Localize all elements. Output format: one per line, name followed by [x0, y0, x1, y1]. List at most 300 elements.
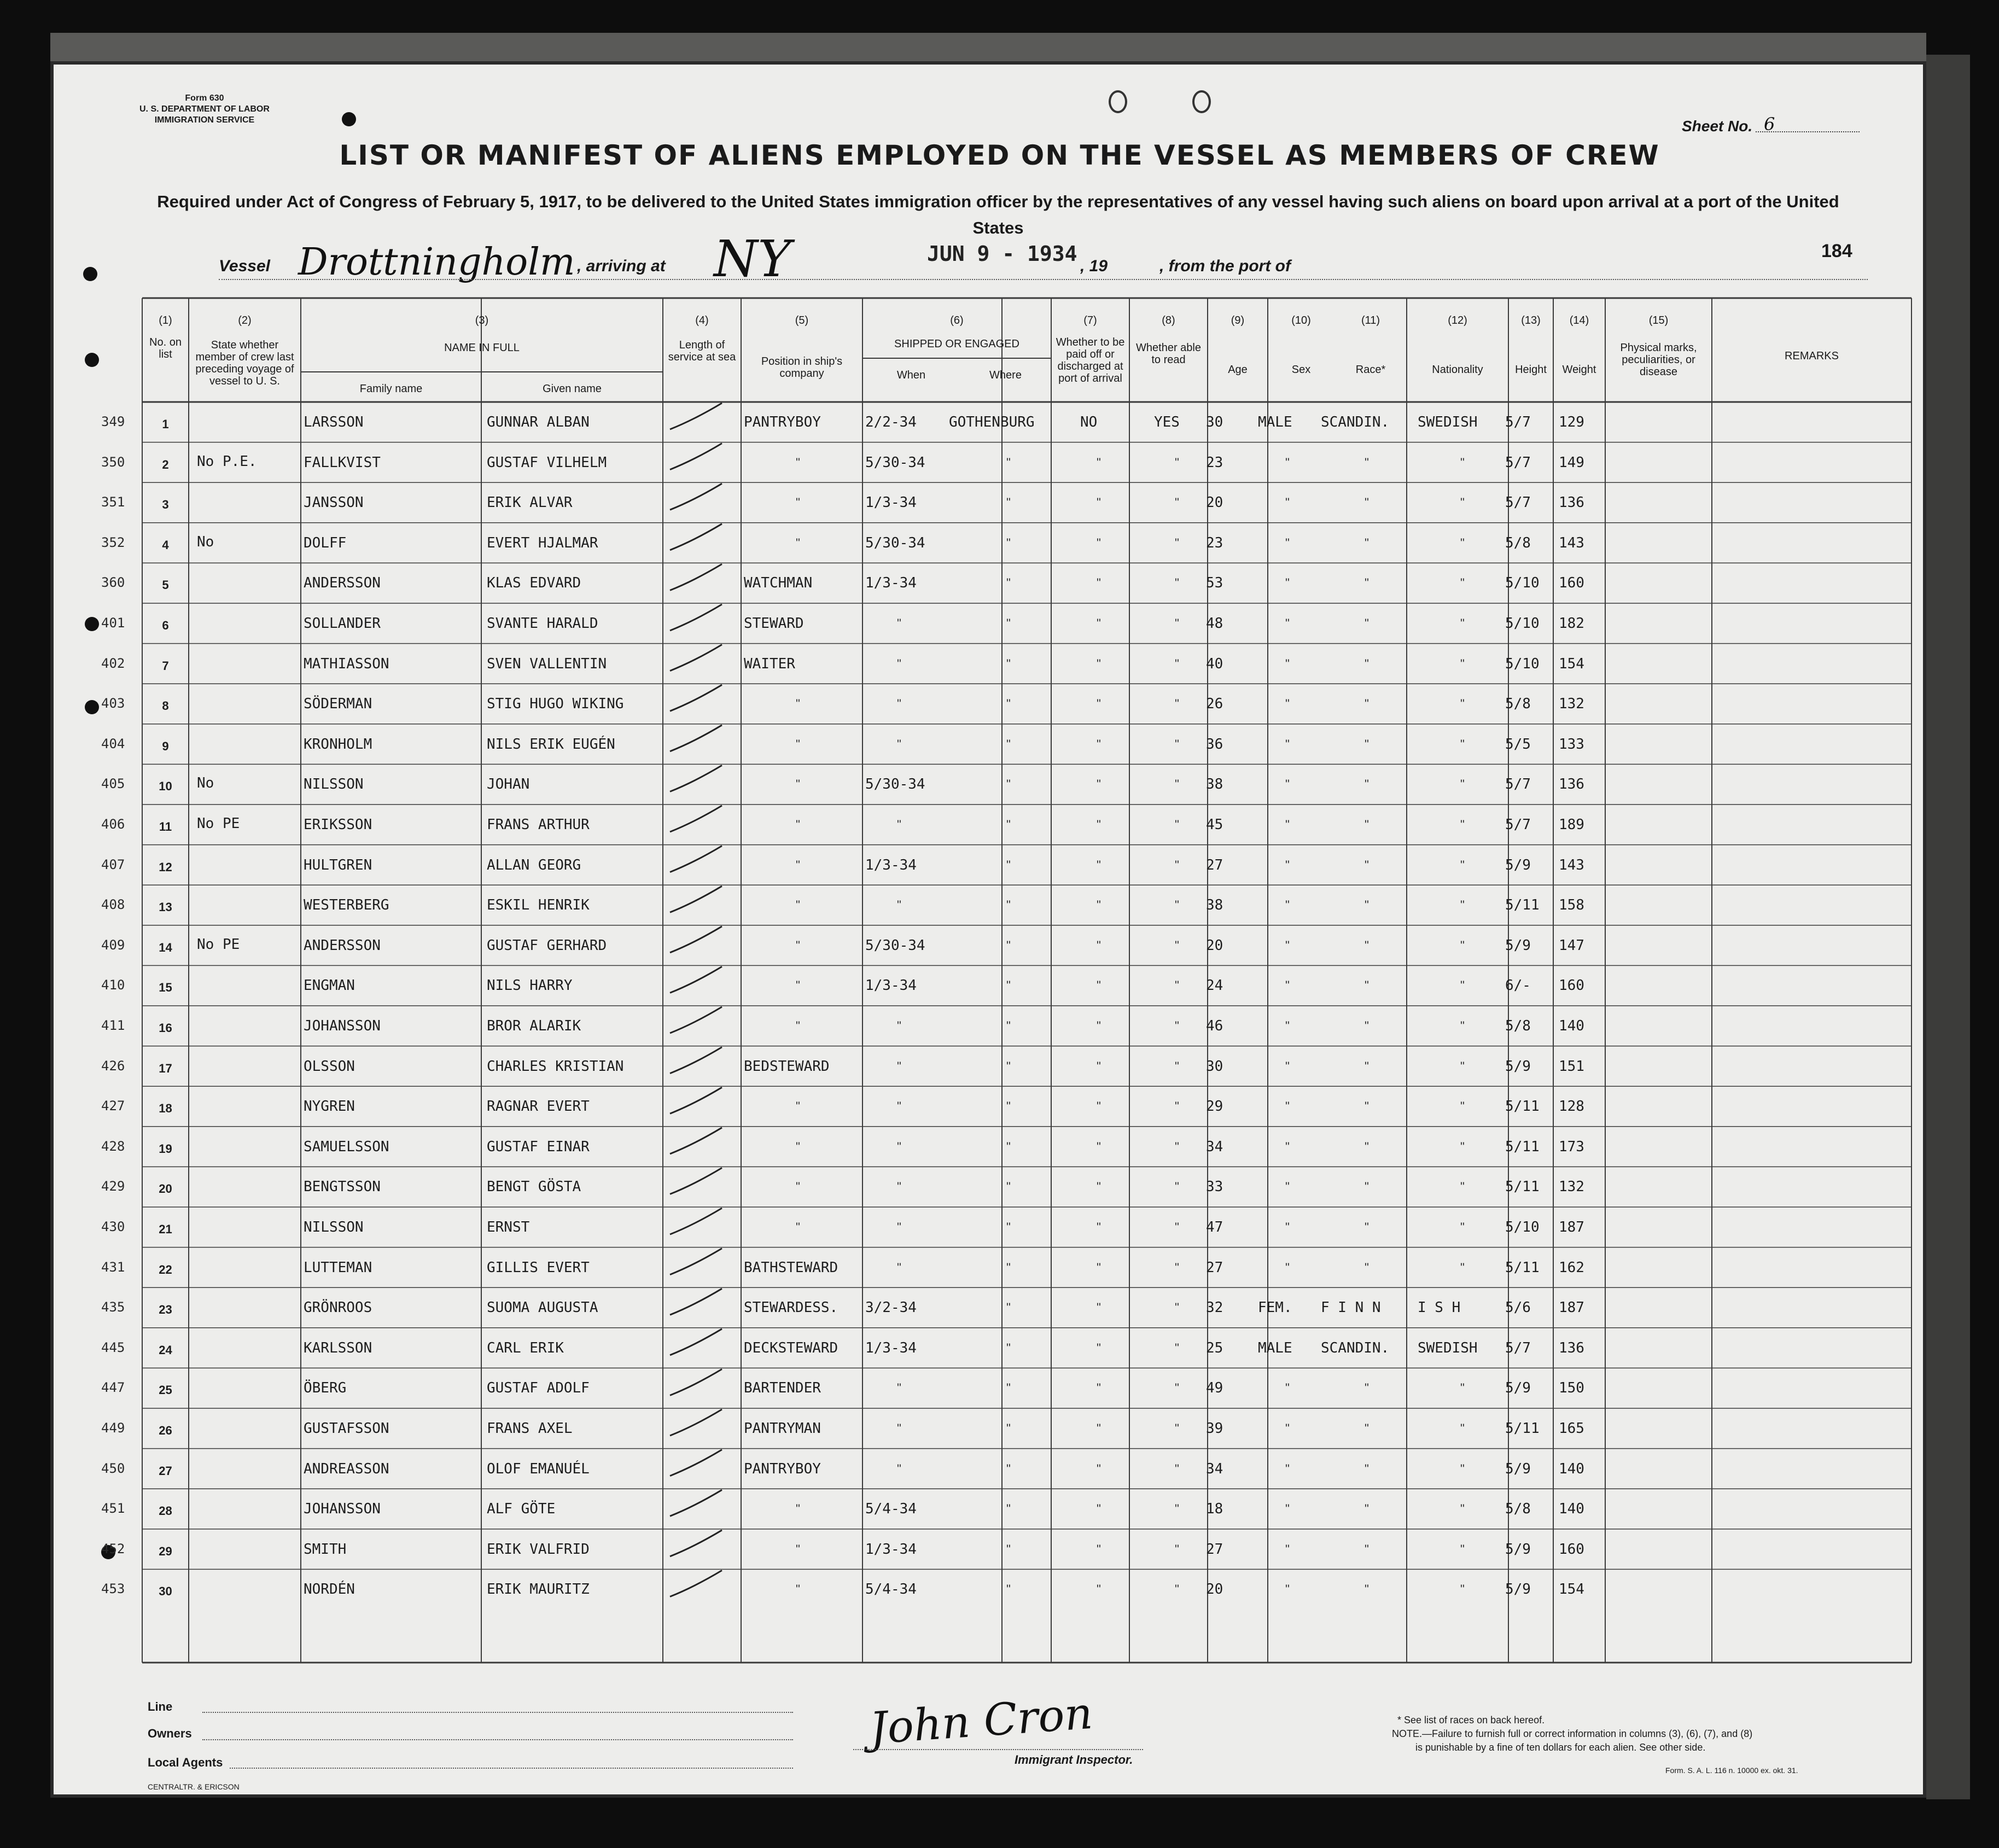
margin-number: 430 — [101, 1219, 125, 1234]
margin-number: 349 — [101, 414, 125, 429]
age: 46 — [1206, 1018, 1223, 1034]
service-check-stroke — [670, 1168, 722, 1194]
weight: 132 — [1559, 696, 1584, 713]
nationality: SWEDISH — [1418, 1339, 1478, 1356]
row-number: 1 — [162, 417, 169, 431]
when-header: When — [896, 369, 926, 381]
height: 5/8 — [1505, 1018, 1531, 1034]
sex: " — [1285, 737, 1290, 751]
shipped-where: " — [1006, 938, 1011, 952]
paid-off: " — [1097, 978, 1101, 993]
race: " — [1365, 1180, 1369, 1194]
service-check-stroke — [670, 1530, 722, 1556]
position: BATHSTEWARD — [744, 1259, 838, 1276]
sex: " — [1285, 455, 1290, 469]
age: 20 — [1206, 937, 1223, 954]
paid-off: " — [1097, 777, 1101, 791]
height-header: Height — [1515, 364, 1547, 376]
row-number: 12 — [159, 860, 172, 874]
age: 26 — [1206, 696, 1223, 713]
family-name: FALLKVIST — [304, 454, 381, 471]
given-name: ERIK MAURITZ — [487, 1581, 590, 1598]
sex: FEM. — [1258, 1299, 1292, 1316]
paid-off: " — [1097, 1340, 1101, 1355]
given-name: NILS HARRY — [487, 977, 573, 994]
shipped-when: " — [897, 1220, 901, 1234]
service-check-stroke — [670, 725, 722, 751]
age: 39 — [1206, 1420, 1223, 1437]
able-to-read: " — [1175, 495, 1179, 510]
family-name: SÖDERMAN — [304, 696, 372, 713]
weight: 189 — [1559, 817, 1584, 833]
family-name: NORDÉN — [304, 1581, 355, 1598]
given-name: EVERT HJALMAR — [487, 534, 598, 551]
column-number: (6) — [950, 314, 964, 327]
shipped-where: " — [1006, 535, 1011, 550]
sex: " — [1285, 1220, 1290, 1234]
age: 20 — [1206, 494, 1223, 511]
able-to-read: " — [1175, 1139, 1179, 1153]
family-name: ANDREASSON — [304, 1460, 389, 1477]
shipped-where: " — [1006, 1301, 1011, 1315]
position: PANTRYMAN — [744, 1420, 821, 1437]
margin-number: 403 — [101, 696, 125, 712]
weight: 187 — [1559, 1299, 1584, 1316]
position: " — [796, 1139, 800, 1153]
shipped-where: " — [1006, 1180, 1011, 1194]
row-number: 4 — [162, 538, 169, 552]
nationality: " — [1460, 455, 1465, 469]
height: 5/10 — [1505, 1219, 1540, 1235]
age: 32 — [1206, 1299, 1223, 1316]
weight: 149 — [1559, 454, 1584, 471]
margin-number: 407 — [101, 856, 125, 872]
position: " — [796, 737, 800, 751]
given-name: BENGT GÖSTA — [487, 1179, 581, 1196]
age: 20 — [1206, 1581, 1223, 1598]
race: SCANDIN. — [1321, 414, 1390, 430]
shipped-when: " — [897, 1059, 901, 1073]
weight: 140 — [1559, 1501, 1584, 1518]
age: 38 — [1206, 897, 1223, 914]
sheet-number-value: 6 — [1764, 114, 1775, 135]
service-check-stroke — [670, 1128, 722, 1154]
race: " — [1365, 495, 1369, 510]
margin-number: 452 — [101, 1541, 125, 1556]
race: " — [1365, 1381, 1369, 1395]
margin-number: 405 — [101, 776, 125, 792]
able-to-read: " — [1175, 1542, 1179, 1556]
height: 5/7 — [1505, 1339, 1531, 1356]
given-name-header: Given name — [543, 383, 602, 395]
family-name: KARLSSON — [304, 1339, 372, 1356]
nationality: " — [1460, 535, 1465, 550]
inspector-line — [853, 1749, 1143, 1750]
race: " — [1365, 818, 1369, 831]
column-number: (4) — [695, 314, 709, 327]
margin-number: 445 — [101, 1339, 125, 1355]
row-number: 28 — [159, 1504, 172, 1518]
agents-field — [230, 1768, 793, 1769]
given-name: GUNNAR ALBAN — [487, 414, 590, 430]
column-number: (5) — [795, 314, 809, 327]
given-name: JOHAN — [487, 776, 530, 793]
crew-state: No — [197, 775, 214, 792]
family-name: ERIKSSON — [304, 817, 372, 833]
able-to-read: " — [1175, 858, 1179, 872]
service-check-stroke — [670, 685, 722, 711]
given-name: SVEN VALLENTIN — [487, 655, 607, 672]
nationality: " — [1460, 1582, 1465, 1596]
race: " — [1365, 898, 1369, 912]
nationality: " — [1460, 1421, 1465, 1435]
weight: 136 — [1559, 1339, 1584, 1356]
able-to-read-header: Whether able to read — [1136, 342, 1201, 366]
age: 47 — [1206, 1219, 1223, 1235]
sex: " — [1285, 1542, 1290, 1556]
position: " — [796, 1019, 800, 1033]
crew-state: No PE — [197, 815, 240, 832]
row-number: 20 — [159, 1182, 172, 1196]
family-name: HULTGREN — [304, 856, 372, 873]
family-name: GRÖNROOS — [304, 1299, 372, 1316]
able-to-read: " — [1175, 656, 1179, 671]
age: 30 — [1206, 414, 1223, 430]
inspector-signature: John Cron — [868, 1687, 1094, 1754]
paid-off: " — [1097, 1381, 1101, 1395]
shipped-when: 1/3-34 — [865, 494, 917, 511]
row-number: 5 — [162, 578, 169, 592]
sex-header: Sex — [1291, 364, 1311, 376]
height: 5/11 — [1505, 1259, 1540, 1276]
row-number: 30 — [159, 1584, 172, 1599]
nationality: " — [1460, 1139, 1465, 1153]
able-to-read: " — [1175, 1381, 1179, 1395]
shipped-when: " — [897, 1139, 901, 1153]
given-name: SVANTE HARALD — [487, 615, 598, 632]
sex: " — [1285, 1582, 1290, 1596]
shipped-where: " — [1006, 1099, 1011, 1114]
shipped-where: " — [1006, 656, 1011, 671]
family-name: ÖBERG — [304, 1380, 347, 1397]
age: 27 — [1206, 856, 1223, 873]
nationality: " — [1460, 495, 1465, 510]
nationality: " — [1460, 978, 1465, 993]
weight: 140 — [1559, 1018, 1584, 1034]
age: 40 — [1206, 655, 1223, 672]
paid-off: " — [1097, 576, 1101, 590]
height: 5/7 — [1505, 817, 1531, 833]
margin-number: 411 — [101, 1018, 125, 1033]
service-check-stroke — [670, 564, 722, 590]
shipped-engaged-header: SHIPPED OR ENGAGED — [894, 338, 1019, 350]
able-to-read: " — [1175, 1260, 1179, 1274]
nationality-header: Nationality — [1432, 364, 1483, 376]
able-to-read: " — [1175, 777, 1179, 791]
document-subtitle: Required under Act of Congress of February 5, 1917, to be delivered to the United States immigration officer by the representatives of any vessel having such aliens on board upon arrival at a port of the United States — [157, 192, 1839, 237]
row-number: 24 — [159, 1343, 172, 1357]
column-number: (1) — [159, 314, 172, 327]
service-check-stroke — [670, 966, 722, 993]
given-name: FRANS ARTHUR — [487, 817, 590, 833]
family-name: JOHANSSON — [304, 1501, 381, 1518]
shipped-when: " — [897, 656, 901, 671]
given-name: KLAS EDVARD — [487, 575, 581, 592]
service-check-stroke — [670, 1007, 722, 1033]
family-name: NILSSON — [304, 776, 364, 793]
weight: 158 — [1559, 897, 1584, 914]
family-name: NILSSON — [304, 1219, 364, 1235]
shipped-where: " — [1006, 1381, 1011, 1395]
age: 23 — [1206, 534, 1223, 551]
nationality: " — [1460, 818, 1465, 831]
margin-number: 352 — [101, 534, 125, 550]
margin-number: 449 — [101, 1420, 125, 1436]
position: " — [796, 1099, 800, 1114]
row-number: 26 — [159, 1424, 172, 1437]
no-on-list-header: No. on list — [149, 336, 182, 360]
crew-state: No P.E. — [197, 453, 257, 470]
shipped-when: " — [897, 697, 901, 711]
from-port-label: , from the port of — [1159, 257, 1291, 275]
date-stamp: JUN 9 - 1934 — [927, 242, 1077, 266]
height: 5/11 — [1505, 1098, 1540, 1115]
margin-number: 453 — [101, 1581, 125, 1597]
service-check-stroke — [670, 1047, 722, 1074]
physical-marks-header: Physical marks, peculiarities, or disease — [1620, 342, 1697, 378]
margin-number: 429 — [101, 1179, 125, 1194]
able-to-read: " — [1175, 1180, 1179, 1194]
margin-number: 451 — [101, 1501, 125, 1517]
height: 5/7 — [1505, 494, 1531, 511]
row-number: 2 — [162, 457, 169, 471]
service-check-stroke — [670, 806, 722, 832]
position: " — [796, 938, 800, 952]
weight: 187 — [1559, 1219, 1584, 1235]
height: 5/8 — [1505, 1501, 1531, 1518]
sex: " — [1285, 1180, 1290, 1194]
given-name: GUSTAF EINAR — [487, 1138, 590, 1155]
weight: 150 — [1559, 1380, 1584, 1397]
position: WAITER — [744, 655, 795, 672]
shipped-when: " — [897, 1019, 901, 1033]
failure-note: NOTE.—Failure to furnish full or correct information in columns (3), (6), (7), and (8) — [1392, 1728, 1753, 1739]
owners-field — [202, 1739, 793, 1740]
shipped-where: " — [1006, 858, 1011, 872]
given-name: BROR ALARIK — [487, 1018, 581, 1034]
weight-header: Weight — [1562, 364, 1596, 376]
row-number: 29 — [159, 1544, 172, 1558]
position: PANTRYBOY — [744, 1460, 821, 1477]
shipped-where: " — [1006, 1582, 1011, 1596]
race: " — [1365, 1139, 1369, 1153]
able-to-read: " — [1175, 1301, 1179, 1315]
shipped-when: " — [897, 616, 901, 630]
row-number: 27 — [159, 1464, 172, 1478]
paid-off: " — [1097, 455, 1101, 469]
margin-number: 426 — [101, 1058, 125, 1074]
age: 36 — [1206, 736, 1223, 753]
shipped-when: 1/3-34 — [865, 1541, 917, 1558]
weight: 165 — [1559, 1420, 1584, 1437]
able-to-read: " — [1175, 535, 1179, 550]
position: " — [796, 1220, 800, 1234]
sex: " — [1285, 656, 1290, 671]
row-number: 17 — [159, 1061, 172, 1075]
position: " — [796, 818, 800, 831]
family-name: KRONHOLM — [304, 736, 372, 753]
family-name: SMITH — [304, 1541, 347, 1558]
age: 24 — [1206, 977, 1223, 994]
height: 5/9 — [1505, 856, 1531, 873]
paid-off: " — [1097, 818, 1101, 831]
shipped-when: 1/3-34 — [865, 856, 917, 873]
arriving-port: NY — [714, 230, 791, 288]
shipped-when: " — [897, 1180, 901, 1194]
able-to-read: " — [1175, 1502, 1179, 1516]
paid-off: " — [1097, 1301, 1101, 1315]
height: 5/8 — [1505, 534, 1531, 551]
height: 5/6 — [1505, 1299, 1531, 1316]
race: " — [1365, 1099, 1369, 1114]
given-name: NILS ERIK EUGÉN — [487, 736, 615, 753]
year-label: , 19 — [1080, 257, 1108, 275]
owners-label: Owners — [148, 1727, 192, 1740]
service-check-stroke — [670, 1208, 722, 1234]
able-to-read: " — [1175, 697, 1179, 711]
able-to-read: " — [1175, 455, 1179, 469]
weight: 154 — [1559, 1581, 1584, 1598]
race: " — [1365, 1502, 1369, 1516]
paid-off: " — [1097, 1421, 1101, 1435]
height: 5/7 — [1505, 414, 1531, 430]
able-to-read: " — [1175, 1019, 1179, 1033]
sex: " — [1285, 1381, 1290, 1395]
shipped-when: 1/3-34 — [865, 977, 917, 994]
weight: 160 — [1559, 575, 1584, 592]
nationality: " — [1460, 938, 1465, 952]
nationality: " — [1460, 777, 1465, 791]
vessel-name: Drottningholm — [298, 241, 575, 284]
length-of-service-header: Length of service at sea — [668, 339, 736, 363]
race: " — [1365, 978, 1369, 993]
family-name: SOLLANDER — [304, 615, 381, 632]
service-check-stroke — [670, 926, 722, 953]
able-to-read: " — [1175, 1421, 1179, 1435]
position: " — [796, 1180, 800, 1194]
nationality: " — [1460, 737, 1465, 751]
shipped-when: 5/4-34 — [865, 1581, 917, 1598]
height: 5/9 — [1505, 937, 1531, 954]
remarks-header: REMARKS — [1785, 350, 1839, 362]
sex: MALE — [1258, 414, 1292, 430]
row-number: 18 — [159, 1101, 172, 1116]
nationality: " — [1460, 1502, 1465, 1516]
nationality: " — [1460, 576, 1465, 590]
paid-off: " — [1097, 697, 1101, 711]
shipped-where: " — [1006, 737, 1011, 751]
column-number: (13) — [1521, 314, 1541, 327]
nationality: " — [1460, 1220, 1465, 1234]
weight: 160 — [1559, 1541, 1584, 1558]
service-check-stroke — [670, 444, 722, 470]
service-check-stroke — [670, 1369, 722, 1395]
department-label: U. S. DEPARTMENT OF LABOR — [139, 104, 270, 114]
race: " — [1365, 535, 1369, 550]
row-number: 3 — [162, 498, 169, 512]
given-name: CHARLES KRISTIAN — [487, 1058, 624, 1075]
shipped-when: " — [897, 818, 901, 831]
margin-number: 360 — [101, 575, 125, 591]
paid-off: " — [1097, 1099, 1101, 1114]
paid-off: " — [1097, 1461, 1101, 1476]
given-name: FRANS AXEL — [487, 1420, 573, 1437]
row-number: 23 — [159, 1303, 172, 1317]
shipped-where: " — [1006, 616, 1011, 630]
able-to-read: " — [1175, 737, 1179, 751]
age: 25 — [1206, 1339, 1223, 1356]
paid-off: " — [1097, 616, 1101, 630]
row-number: 15 — [159, 981, 172, 995]
shipped-when: 3/2-34 — [865, 1299, 917, 1316]
paid-off: " — [1097, 898, 1101, 912]
column-number: (2) — [238, 314, 252, 327]
shipped-where: " — [1006, 1340, 1011, 1355]
row-number: 22 — [159, 1262, 172, 1276]
margin-number: 428 — [101, 1138, 125, 1154]
position: BARTENDER — [744, 1380, 821, 1397]
position: " — [796, 455, 800, 469]
margin-number: 350 — [101, 454, 125, 470]
margin-number: 435 — [101, 1299, 125, 1315]
nationality: " — [1460, 1461, 1465, 1476]
nationality: " — [1460, 656, 1465, 671]
shipped-when: " — [897, 1381, 901, 1395]
nationality: " — [1460, 1381, 1465, 1395]
family-name: LARSSON — [304, 414, 364, 430]
form-number: Form 630 — [185, 94, 224, 103]
shipped-where: " — [1006, 978, 1011, 993]
nationality: " — [1460, 616, 1465, 630]
nationality: " — [1460, 898, 1465, 912]
race: " — [1365, 1059, 1369, 1073]
margin-number: 450 — [101, 1460, 125, 1476]
able-to-read: " — [1175, 1461, 1179, 1476]
age: 29 — [1206, 1098, 1223, 1115]
sex: " — [1285, 535, 1290, 550]
shipped-when: 2/2-34 — [865, 414, 917, 430]
height: 5/9 — [1505, 1460, 1531, 1477]
nationality: " — [1460, 1260, 1465, 1274]
shipped-when: " — [897, 737, 901, 751]
nationality: " — [1460, 1542, 1465, 1556]
position: PANTRYBOY — [744, 414, 821, 430]
sex: " — [1285, 1019, 1290, 1033]
inspector-label: Immigrant Inspector. — [1015, 1753, 1133, 1767]
margin-number: 351 — [101, 494, 125, 510]
sex: " — [1285, 898, 1290, 912]
margin-number: 402 — [101, 655, 125, 671]
height: 5/10 — [1505, 655, 1540, 672]
family-name: JANSSON — [304, 494, 364, 511]
weight: 129 — [1559, 414, 1584, 430]
position: " — [796, 697, 800, 711]
row-number: 13 — [159, 900, 172, 914]
weight: 136 — [1559, 494, 1584, 511]
given-name: GUSTAF ADOLF — [487, 1380, 590, 1397]
margin-number: 404 — [101, 736, 125, 751]
row-number: 8 — [162, 699, 169, 713]
